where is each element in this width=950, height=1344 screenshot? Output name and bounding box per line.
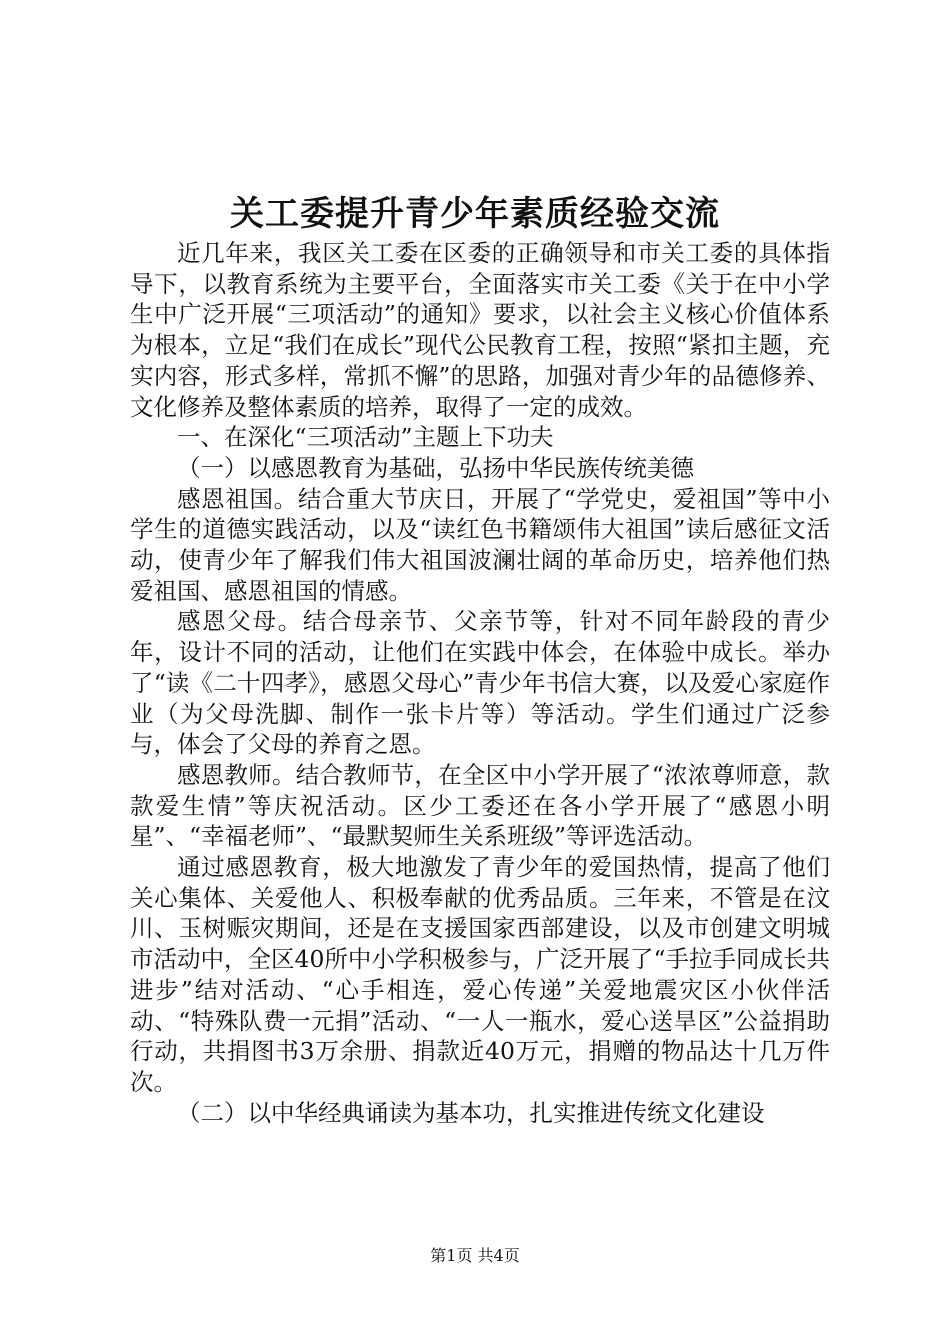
section-heading-1: 一、在深化“三项活动”主题上下功夫: [177, 423, 554, 452]
paragraph-motherland: 感恩祖国。结合重大节庆日，开展了“学党史，爱祖国”等中小学生的道德实践活动，以及“读红色书籍颂伟大祖国”读后感征文活动，使青少年了解我们伟大祖国波澜壮阔的革命历史，培养他们热爱祖国、感恩祖国的情感。: [130, 484, 830, 605]
subsection-heading-1: （一）以感恩教育为基础，弘扬中华民族传统美德: [177, 453, 694, 482]
document-title: 关工委提升青少年素质经验交流: [230, 194, 720, 234]
page-footer: 第1页 共4页: [430, 1246, 520, 1265]
paragraph-parents: 感恩父母。结合母亲节、父亲节等，针对不同年龄段的青少年，设计不同的活动，让他们在实践中体会，在体验中成长。举办了“读《二十四孝》，感恩父母心”青少年书信大赛，以及爱心家庭作业（为父母洗脚、制作一张卡片等）等活动。学生们通过广泛参与，体会了父母的养育之恩。: [130, 607, 830, 759]
paragraph-teachers: 感恩教师。结合教师节，在全区中小学开展了“浓浓尊师意，款款爱生情”等庆祝活动。区少工委还在各小学开展了“感恩小明星”、“幸福老师”、“最默契师生关系班级”等评选活动。: [130, 760, 830, 851]
paragraph-results: 通过感恩教育，极大地激发了青少年的爱国热情，提高了他们关心集体、关爱他人、积极奉献的优秀品质。三年来，不管是在汶川、玉树赈灾期间，还是在支援国家西部建设，以及市创建文明城市活动中，全区40所中小学积极参与，广泛开展了“手拉手同成长共进步”结对活动、“心手相连，爱心传递”关爱地震灾区小伙伴活动、“特殊队费一元捐”活动、“一人一瓶水，爱心送旱区”公益捐助行动，共捐图书3万余册、捐款近40万元，捐赠的物品达十几万件次。: [130, 853, 830, 1096]
subsection-heading-2: （二）以中华经典诵读为基本功，扎实推进传统文化建设: [177, 1098, 765, 1127]
document-body: [130, 238, 830, 1128]
paragraph-intro: 近几年来，我区关工委在区委的正确领导和市关工委的具体指导下，以教育系统为主要平台，全面落实市关工委《关于在中小学生中广泛开展“三项活动”的通知》要求，以社会主义核心价值体系为根本，立足“我们在成长”现代公民教育工程，按照“紧扣主题，充实内容，形式多样，常抓不懈”的思路，加强对青少年的品德修养、文化修养及整体素质的培养，取得了一定的成效。: [130, 239, 830, 421]
